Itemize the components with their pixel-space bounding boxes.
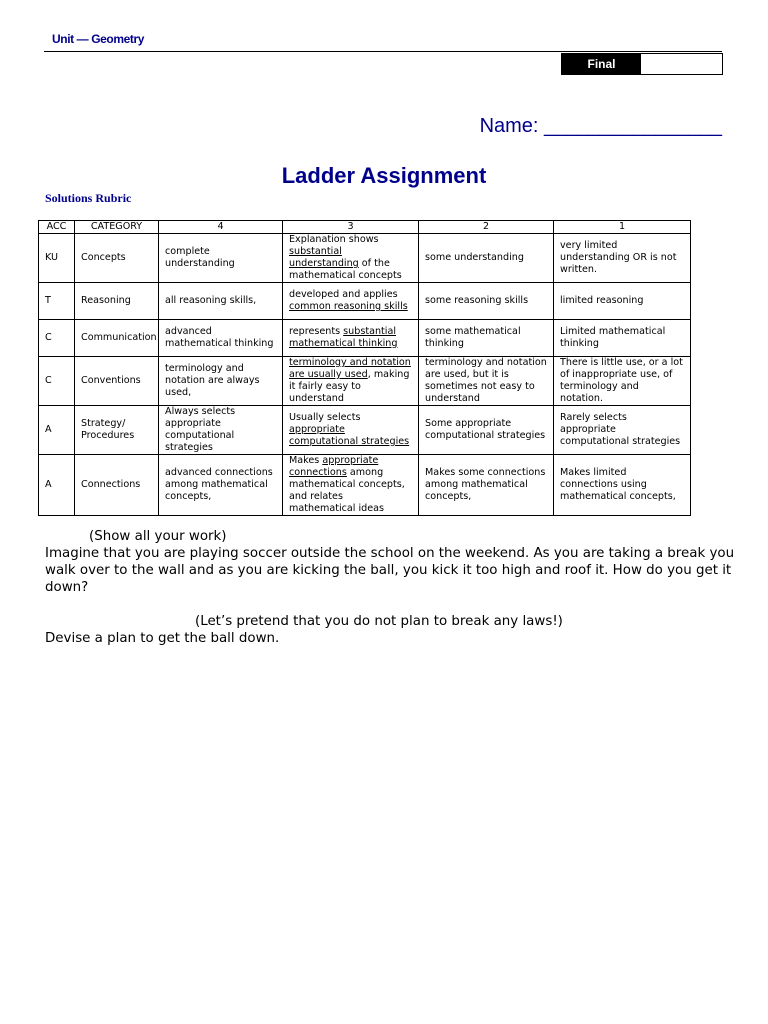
final-box <box>561 53 723 75</box>
table-row <box>39 455 691 516</box>
page-title: Ladder Assignment <box>281 163 487 188</box>
underlined-text: substantial mathematical thinking <box>289 326 398 349</box>
underlined-text: common reasoning skills <box>289 301 408 312</box>
level-4-cell: Always selects appropriate computational strategies <box>159 406 283 455</box>
name-line: Name: ________________ <box>479 115 722 137</box>
level-2-cell: terminology and notation are used, but it is sometimes not easy to understand <box>419 357 554 406</box>
acc-cell: T <box>39 283 75 320</box>
header-level-3: 3 <box>283 221 419 234</box>
unit-header: Unit — Geometry <box>52 32 145 46</box>
header-rule <box>44 51 722 52</box>
level-2-cell: some mathematical thinking <box>419 320 554 357</box>
level-1-cell: Limited mathematical thinking <box>554 320 691 357</box>
level-2-cell: Makes some connections among mathematical concepts, <box>419 455 554 516</box>
level-4-cell: terminology and notation are always used, <box>159 357 283 406</box>
level-4-cell: advanced mathematical thinking <box>159 320 283 357</box>
level-4-cell: complete understanding <box>159 234 283 283</box>
acc-cell: C <box>39 357 75 406</box>
category-cell: Communication <box>75 320 159 357</box>
header-category: CATEGORY <box>75 221 159 234</box>
level-3-cell: terminology and notation are usually used, making it fairly easy to understand <box>283 357 419 406</box>
level-3-cell: Explanation shows substantial understanding of the mathematical concepts <box>283 234 419 283</box>
category-cell: Reasoning <box>75 283 159 320</box>
table-row <box>39 406 691 455</box>
acc-cell: A <box>39 455 75 516</box>
header-acc: ACC <box>39 221 75 234</box>
problem-paragraph: Imagine that you are playing soccer outside the school on the weekend. As you are taking a break you walk over to the wall and as you are kicking the ball, you kick it too high and roof it. How do you get it down? <box>45 546 735 595</box>
rubric-header-row <box>39 221 691 234</box>
level-2-cell: some reasoning skills <box>419 283 554 320</box>
table-row <box>39 283 691 320</box>
show-work-note: (Show all your work) <box>89 529 227 544</box>
pretend-note: (Let’s pretend that you do not plan to break any laws!) <box>195 614 563 629</box>
underlined-text: substantial understanding <box>289 246 359 269</box>
acc-cell: KU <box>39 234 75 283</box>
rubric-table <box>38 220 691 516</box>
table-row <box>39 357 691 406</box>
level-3-cell: developed and applies common reasoning skills <box>283 283 419 320</box>
acc-cell: C <box>39 320 75 357</box>
category-cell: Concepts <box>75 234 159 283</box>
underlined-text: appropriate connections <box>289 455 379 478</box>
underlined-text: terminology and notation are usually used <box>289 357 411 380</box>
level-1-cell: There is little use, or a lot of inappropriate use, of terminology and notation. <box>554 357 691 406</box>
category-cell: Connections <box>75 455 159 516</box>
category-cell: Conventions <box>75 357 159 406</box>
underlined-text: appropriate computational strategies <box>289 424 410 447</box>
level-1-cell: Rarely selects appropriate computational strategies <box>554 406 691 455</box>
table-row <box>39 320 691 357</box>
header-level-2: 2 <box>419 221 554 234</box>
rubric-label: Solutions Rubric <box>45 191 132 205</box>
level-2-cell: Some appropriate computational strategies <box>419 406 554 455</box>
header-level-1: 1 <box>554 221 691 234</box>
level-3-cell: Makes appropriate connections among mathematical concepts, and relates mathematical ideas <box>283 455 419 516</box>
level-1-cell: limited reasoning <box>554 283 691 320</box>
final-score-blank <box>641 54 722 74</box>
devise-instruction: Devise a plan to get the ball down. <box>45 631 280 646</box>
level-4-cell: all reasoning skills, <box>159 283 283 320</box>
level-3-cell: Usually selects appropriate computational strategies <box>283 406 419 455</box>
acc-cell: A <box>39 406 75 455</box>
level-1-cell: Makes limited connections using mathematical concepts, <box>554 455 691 516</box>
level-1-cell: very limited understanding OR is not written. <box>554 234 691 283</box>
header-level-4: 4 <box>159 221 283 234</box>
category-cell: Strategy/ Procedures <box>75 406 159 455</box>
level-4-cell: advanced connections among mathematical concepts, <box>159 455 283 516</box>
table-row <box>39 234 691 283</box>
assignment-body <box>45 528 735 647</box>
level-2-cell: some understanding <box>419 234 554 283</box>
final-label: Final <box>562 54 641 74</box>
level-3-cell: represents substantial mathematical thinking <box>283 320 419 357</box>
